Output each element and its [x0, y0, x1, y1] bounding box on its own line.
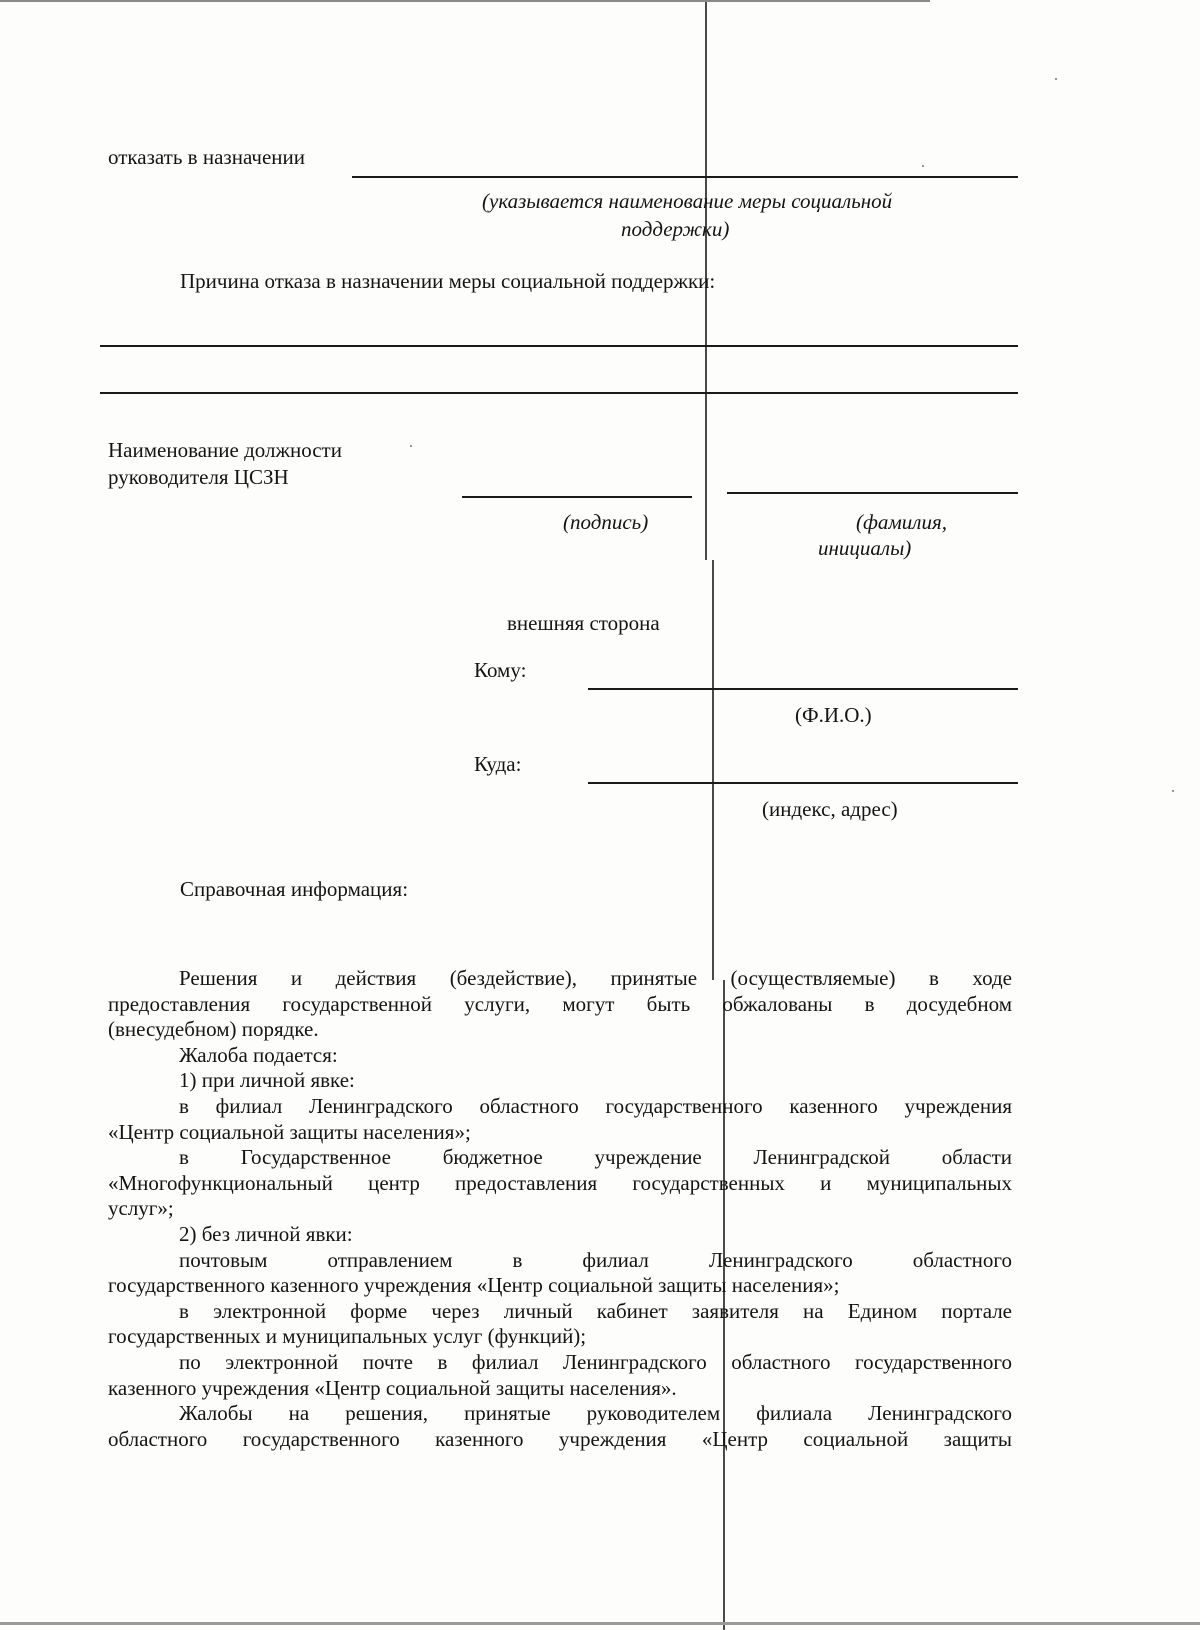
to-caption: (Ф.И.О.) — [795, 703, 872, 727]
text-line: Решения и действия (бездействие), принятые (осуществляемые) в ходе — [179, 966, 1012, 990]
paragraph-email — [108, 1350, 1012, 1401]
paragraph-complaint-filed — [108, 1043, 1012, 1069]
text-line: в электронной форме через личный кабинет заявителя на Едином портале — [179, 1298, 1012, 1323]
text-line: государственного казенного учреждения «Центр социальной защиты населения»; — [108, 1273, 840, 1298]
paragraph-in-person — [108, 1068, 1012, 1094]
reason-line-2 — [100, 392, 1018, 394]
text-line: Жалоба подается: — [179, 1042, 338, 1067]
text-line: услуг»; — [108, 1196, 174, 1221]
paragraph-complaints-head — [108, 1401, 1012, 1452]
text-line: «Многофункциональный центр предоставления государственных и муниципальных — [108, 1170, 1012, 1195]
reason-label: Причина отказа в назначении меры социальной поддержки: — [180, 269, 716, 293]
scan-speck — [1172, 790, 1174, 792]
paragraph-portal — [108, 1299, 1012, 1350]
to-line — [588, 688, 1018, 690]
measure-caption-line-1: (указывается наименование меры социальной — [482, 189, 893, 213]
reference-text — [108, 966, 1012, 1452]
scan-artifact-bottom-edge — [0, 1622, 1200, 1625]
where-label: Куда: — [474, 752, 522, 776]
text-line: 1) при личной явке: — [179, 1068, 355, 1093]
name-line — [727, 492, 1018, 494]
text-line: по электронной почте в филиал Ленинградского областного государственного — [179, 1349, 1012, 1374]
paragraph-branch — [108, 1094, 1012, 1145]
where-line — [588, 782, 1018, 784]
text-line: в филиал Ленинградского областного государственного казенного учреждения — [179, 1093, 1012, 1118]
text-line: «Центр социальной защиты населения»; — [108, 1119, 471, 1144]
text-line: в Государственное бюджетное учреждение Ленинградской области — [179, 1145, 1012, 1170]
outer-side-label: внешняя сторона — [507, 611, 660, 635]
name-caption-line-2: инициалы) — [818, 536, 912, 560]
text-line: казенного учреждения «Центр социальной защиты населения». — [108, 1375, 677, 1400]
paragraph-remote — [108, 1222, 1012, 1248]
text-line: Жалобы на решения, принятые руководителем филиала Ленинградского — [179, 1401, 1012, 1426]
where-caption: (индекс, адрес) — [762, 797, 898, 821]
scan-speck — [1055, 78, 1057, 80]
measure-caption-line-2: поддержки) — [621, 217, 730, 241]
signature-caption: (подпись) — [563, 510, 649, 534]
text-line: 2) без личной явки: — [179, 1221, 353, 1246]
paragraph-mfc — [108, 1145, 1012, 1222]
position-label-line-1: Наименование должности — [108, 438, 342, 462]
text-line: почтовым отправлением в филиал Ленинградского областного — [179, 1247, 1012, 1272]
to-label: Кому: — [474, 658, 527, 682]
reference-title: Справочная информация: — [180, 877, 409, 901]
scan-speck — [922, 165, 924, 167]
reason-line-1 — [100, 345, 1018, 347]
measure-name-line — [352, 176, 1018, 178]
refuse-label: отказать в назначении — [108, 145, 306, 169]
paragraph-appeal — [108, 966, 1012, 1043]
scan-artifact-top-edge — [0, 0, 930, 2]
position-label-line-2: руководителя ЦСЗН — [108, 465, 289, 489]
text-line: (внесудебном) порядке. — [108, 1017, 319, 1042]
text-line: предоставления государственной услуги, могут быть обжалованы в досудебном — [108, 991, 1012, 1016]
scan-speck — [410, 445, 412, 447]
scan-artifact-vertical-line — [712, 560, 714, 980]
name-caption-line-1: (фамилия, — [856, 510, 947, 534]
text-line: областного государственного казенного учреждения «Центр социальной защиты — [108, 1426, 1012, 1451]
text-line: государственных и муниципальных услуг (функций); — [108, 1324, 587, 1349]
signature-line — [462, 496, 692, 498]
paragraph-post — [108, 1248, 1012, 1299]
